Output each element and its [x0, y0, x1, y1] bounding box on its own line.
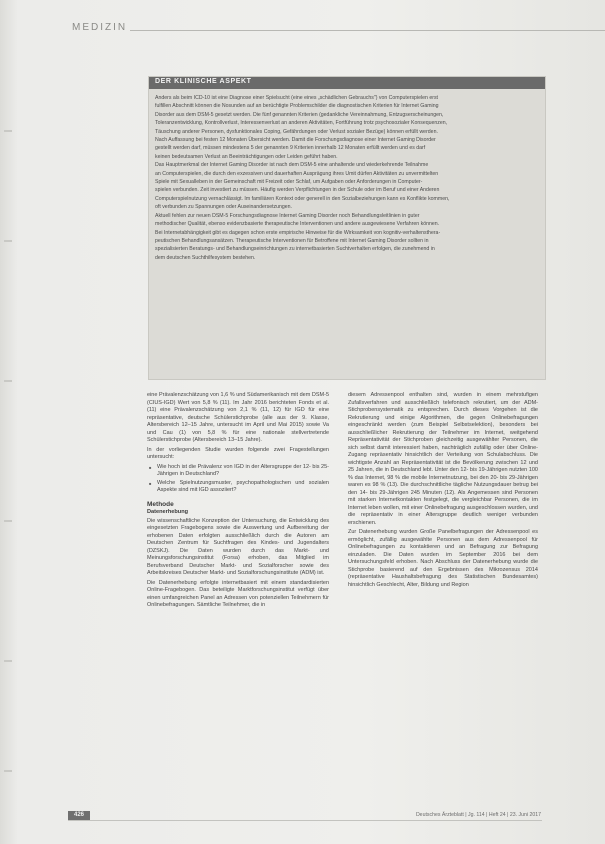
box-title: DER KLINISCHE ASPEKT [155, 78, 252, 85]
box-line: Spiele mit Sexualleben in der Gemeinschaft mit Freizeit oder Schlaf, um Aufgaben oder Anforderungen in Computer- [155, 179, 423, 186]
box-line: spielen verbunden. Zeit investiert zu müssen. Häufig werden Verpflichtungen in der Schule oder im Beruf und einer Anderen [155, 187, 440, 194]
box-line: keinen bedeutsamen Verlust an Beeinträchtigungen oder Leiden geführt haben. [155, 153, 338, 160]
right-column [348, 392, 538, 591]
footer-rule [68, 820, 542, 821]
box-line: Disorder aus dem DSM-5 gesetzt werden. Die fünf genannten Kriterien (gedankliche Vereinnahmung, Entzugserscheinungen, [155, 111, 444, 118]
header-rule [130, 30, 605, 31]
page-number: 426 [68, 811, 90, 820]
box-line: Täuschung anderer Personen, dysfunktionales Coping, Gefährdungen oder Verlust sozialer Bezüge) können erfüllt werden. [155, 128, 438, 135]
body-paragraph: diesem Adressenpool enthalten sind, wurden in einem mehrstufigen Zufallsverfahren und ausschließlich telefonisch rekrutiert, um der ADM-Stichprobensystematik zu entsprechen. Durch dieses Vorgehen ist die Rekrutierung und einige Algorithmen, die gegen Onlinebefragungen eingeschränkt werden (zum Beispiel Selbstselektion), besonders bei ausschließlicher Rekrutierung der Teilnehmer im Internet, weitgehend Repräsentativität der Stichproben gleichzeitig ausgewählter Personen, die sich selbst damit interessiert haben, nachträglich zufällig oder über Online-Zugang repräsentativ hinsichtlich der Verteilung von Schulabschluss. Die wichtigste Anzahl an Repräsentativität ist die Bevölkerung zwischen 12 und 25 Jahren, die in Deutschland lebt. Unter den 12- bis 19-Jährigen nutzten 100 % das Internet, 98 % die mobile Internetnutzung, bei den 20- bis 29-Jährigen waren es 98 % (13). Die durchschnittliche tägliche Nutzungsdauer betrug bei den 14- bis 29-Jährigen 245 Minuten (12). Als Angemessen sind Personen mit starken Internetkontakten festgelegt, die vergleichbar Personen, die im Internet leben wollen, mit einer Onlinebefragung ausgeschlossen wurden, und die repräsentativ in einer Altersgruppe deutlich weniger verbunden erschienen. [348, 392, 538, 526]
methods-paragraph: Die Datenerhebung erfolgte internetbasiert mit einem standardisierten Online-Fragebogen. Das beteiligte Marktforschungsinstitut verfügt über einen umfangreichen Panel an Adressen von potenziellen Teilnehmern für Onlinebefragungen. Sämtliche Teilnehmer, die in [147, 579, 329, 608]
box-body [155, 95, 539, 263]
journal-reference: Deutsches Ärzteblatt | Jg. 114 | Heft 24 | 23. Juni 2017 [415, 812, 541, 818]
question-item: ■ Welche Spielnutzungsmuster, psychopathologischen und sozialen Aspekte sind mit IGD assoziiert? [147, 480, 329, 495]
data-collection-heading: Datenerhebung [147, 509, 189, 515]
box-line: Computerspielnutzung vernachlässigt. Im familiären Kontext oder generell in den Sozialbeziehungen kann es Konflikte kommen, [155, 195, 450, 202]
box-line: gestellt werden darf, müssen mindestens 5 der genannten 9 Kriterien innerhalb 12 Monaten erfüllt werden und es darf [155, 145, 426, 152]
box-line: oft verbunden zu Spannungen oder Auseinandersetzungen. [155, 204, 292, 211]
box-line: an Computerspielen, die durch den exzessiven und dauerhaften Ausprägung ihres Umit dürfen Aktivitäten zu unvermittelten [155, 170, 439, 177]
box-line: Das Hauptmerkmal der Internet Gaming Disorder ist nach dem DSM-5 eine anhaltende und wiederkehrende Teilnahme [155, 162, 429, 169]
body-paragraph: Zur Datenerhebung wurden Große Panelbefragungen der Adressenpool es ermöglicht, zufällig ausgewählte Personen aus dem Adressenpool für Onlinebefragungen zu kontaktieren und an Befragung zur Befragung einzuladen. Die Daten wurden im September 2016 bei dem Untersuchungsfeld erhoben. Nach Abschluss der Datenerhebung wurde die Stichprobe basierend auf den Ergebnissen des Mikrozensus 2014 (repräsentative Haushaltsbefragung des Statistischen Bundesamtes) hinsichtlich Geschlecht, Alter, Bildung und Region [348, 529, 538, 588]
section-header: MEDIZIN [72, 22, 128, 33]
clinical-aspect-box [148, 76, 546, 380]
box-line: Bei Internetabhängigkeit gibt es dagegen schon erste empirische Hinweise für die Wirksamkeit von kognitiv-verhaltensthera- [155, 229, 441, 236]
box-line: methodischer Qualität, ebenso evidenzbasierte therapeutische Interventionen und andere ausgewiesene Verfahren können. [155, 221, 440, 228]
question-item: ■ Wie hoch ist die Prävalenz von IGD in der Altersgruppe der 12- bis 25-Jährigen in Deutschland? [147, 464, 329, 479]
box-line: Anders als beim ICD-10 ist eine Diagnose einer Spielsucht (eine eines „schädlichen Gebrauchs") von Computerspielen erst [155, 95, 438, 101]
methods-paragraph: Die wissenschaftliche Konzeption der Untersuchung, die Entwicklung des eingesetzten Fragebogens sowie die Auswertung und Aufbereitung der erhobenen Daten erfolgten ausschließlich durch die Autoren am Deutschen Zentrum für Suchtfragen des Kindes- und Jugendalters (DZSKJ). Die Daten wurden durch das Markt- und Meinungsforschungsinstitut (Forsa) erhoben, das Mitglied im Berufsverband Deutscher Markt- und Sozialforscher sowie des Arbeitskreises Deutscher Markt- und Sozialforschungsinstitute (ADM) ist. [147, 517, 329, 576]
margin-marks [0, 120, 18, 800]
box-line: Nach Auffassung bei festen 12 Monaten Übersicht werden. Damit die Forschungsdiagnose einer Internet Gaming Disorder [155, 137, 436, 144]
box-header [149, 77, 545, 89]
left-column [147, 392, 329, 612]
box-line: Toleranzentwicklung, Kontrollverlust, Interessenverlust an anderen Aktivitäten, Fortführung trotz psychosozialer Konsequenzen, [155, 120, 448, 127]
intro-paragraph: eine Prävalenzschätzung von 1,6 % und Südamerikanisch mit dem DSM-5 (CIUS-IGD) Wert von 5,8 % (11). Im Jahr 2016 berichteten Fonds et al. (11) eine Prävalenzschätzung von 2,1 % (11, 12) für IGD für eine repräsentative, deutsche Schülerstichprobe (alle aus der 9. Klasse, Altersbereich 12–15 Jahre, untersucht im April und Mai 2015) sowie Va und Cau (1) von 5,8 % für eine nationale stellvertretende Schülerstichprobe (Altersbereich 13–15 Jahre). [147, 392, 329, 443]
box-line: spezialisierten Beratungs- und Behandlungseinrichtungen zu internetbasierten Suchtverhalten erfolgen, die zunehmend in [155, 246, 435, 253]
question-intro: In der vorliegenden Studie wurden folgende zwei Fragestellungen untersucht: [147, 446, 329, 460]
box-line: peutischen Behandlungsansätzen. Therapeutische Interventionen für Betroffene mit Internet Gaming Disorder sollten in [155, 237, 429, 244]
box-line: dem deutschen Suchthilfesystem bestehen. [155, 254, 256, 261]
box-line: fulfillen Abschnitt können die Nosunden auf an berüchtigte Problemschilder die diagnostischen Kriterien für Internet Gaming [155, 103, 439, 110]
box-line: Aktuell fehlen zur neuen DSM-5 Forschungsdiagnose Internet Gaming Disorder noch Behandlungsleitlinien in guter [155, 212, 420, 219]
methods-heading: Methode [147, 500, 174, 508]
